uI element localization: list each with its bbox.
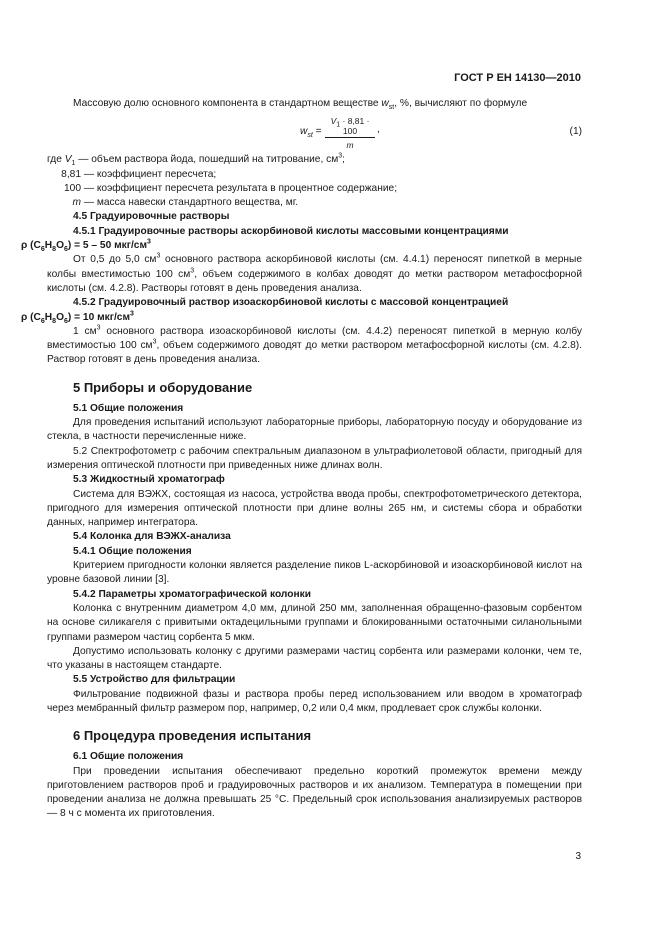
- document-header: ГОСТ Р ЕН 14130—2010: [454, 72, 581, 84]
- heading-5-4-2: 5.4.2 Параметры хроматографической колонки: [73, 588, 312, 600]
- paragraph-5-4-1: Критерием пригодности колонки является разделение пиков L-аскорбиновой и изоаскорбиновой кислот на уровне базовой линии [3].: [47, 560, 582, 586]
- page-number: 3: [575, 851, 581, 862]
- paragraph-5-4-2-b: Допустимо использовать колонку с другими размерами частиц сорбента или размерами колонки, чем те, что указаны в настоящем стандарте.: [47, 645, 582, 672]
- formula-lhs: $w_{st}$ =: [300, 126, 322, 140]
- heading-5-4-1: 5.4.1 Общие положения: [73, 545, 192, 557]
- formula-denominator: m: [346, 140, 354, 151]
- heading-4-5-1: 4.5.1 Градуировочные растворы аскорбиновой кислоты массовыми концентрациями ρ $(С_6Н_8О_6) = 5 - 50$ мкг/$см^3$: [21, 225, 509, 254]
- intro-paragraph: Массовую долю основного компонента в стандартном веществе $w_{st}$, %, вычисляют по формуле: [73, 98, 528, 112]
- heading-5-5: 5.5 Устройство для фильтрации: [73, 674, 236, 686]
- heading-5-4: 5.4 Колонка для ВЭЖХ-анализа: [73, 531, 231, 543]
- definitions-list: [47, 153, 582, 210]
- document-body: [21, 97, 583, 822]
- heading-5-3: 5.3 Жидкостный хроматограф: [73, 474, 225, 486]
- paragraph-4-5-1: От 0,5 до 5,0 $см^3$ основного раствора аскорбиновой кислоты (см. 4.4.1) переносят пипеткой в мерные колбы вместимостью 100 $см^3$, объем содержимого в колбах доводят до метки раствором метафосфорной кислоты (см. 4.2.8). Растворы готовят в день проведения анализа.: [47, 252, 583, 294]
- heading-5-1: 5.1 Общие положения: [73, 402, 184, 414]
- paragraph-5-5: Фильтрование подвижной фазы и раствора пробы перед использованием или вводом в хроматограф через мембранный фильтр размером пор, например, 0,2 или 0,4 мкм, продлевает срок службы колонки.: [47, 688, 582, 714]
- definition-881: 8,81 — коэффициент пересчета;: [61, 168, 217, 180]
- paragraph-4-5-2: 1 $см^3$ основного раствора изоаскорбиновой кислоты (см. 4.4.2) переносят пипеткой в мерную колбу вместимостью 100 $см^3$, объем содержимого доводят до метки раствором метафосфорной кислоты (см. 4.2.8). Раствор готовят в день проведения анализа.: [47, 324, 582, 366]
- heading-6: 6 Процедура проведения испытания: [73, 728, 312, 744]
- formula-1: $w_{st}$ = $\frac{V_1 \cdot 8,81 \cdot 100}{m}$ , (1): [300, 116, 582, 151]
- formula-fraction: [325, 116, 375, 150]
- definition-100: 100 — коэффициент пересчета результата в процентное содержание;: [64, 182, 398, 194]
- paragraph-5-2: 5.2 Спектрофотометр с рабочим спектральным диапазоном в ультрафиолетовой области, пригодный для измерения оптической плотности при приведенных ниже длинах волн.: [47, 445, 582, 471]
- definition-m: m — масса навески стандартного вещества, мг.: [72, 197, 299, 209]
- formula-number: (1): [569, 126, 582, 138]
- heading-4-5-2: 4.5.2 Градуировочный раствор изоаскорбиновой кислоты с массовой концентрацией ρ $(С_6Н_8О_6) = 10$ мкг/$см^3$: [21, 297, 509, 325]
- paragraph-6-1: При проведении испытания обеспечивают предельно короткий промежуток времени между приготовлением растворов проб и градуировочных растворов и их анализом. Температура в помещении при проведении анализа не должна превышать 25 °С. Предельный срок использования анализируемых растворов — 8 ч с момента их приготовления.: [47, 765, 582, 820]
- formula-numerator: $V_1 \cdot 8,81 \cdot 100$: [325, 116, 375, 138]
- definition-v1: где $V_1$ — объем раствора йода, пошедший на титрование, $см^3$;: [47, 152, 345, 168]
- heading-5: 5 Приборы и оборудование: [73, 379, 253, 395]
- heading-4-5: 4.5 Градуировочные растворы: [73, 211, 230, 223]
- paragraph-5-4-2-a: Колонка с внутренним диаметром 4,0 мм, длиной 250 мм, заполненная обращенно-фазовым сорбентом на основе силикагеля с привитыми октадецильными группами и блокированными остаточными силанольными группами размером частиц сорбента 5 мкм.: [47, 602, 582, 643]
- heading-6-1: 6.1 Общие положения: [73, 751, 184, 763]
- paragraph-5-1: Для проведения испытаний используют лабораторные приборы, лабораторную посуду и оборудование из стекла, в частности перечисленные ниже.: [47, 417, 582, 443]
- paragraph-5-3: Система для ВЭЖХ, состоящая из насоса, устройства ввода пробы, спектрофотометрического детектора, пригодного для измерения оптической плотности при длине волны 265 нм, и системы сбора и обработки данных, например интегратора.: [47, 488, 582, 529]
